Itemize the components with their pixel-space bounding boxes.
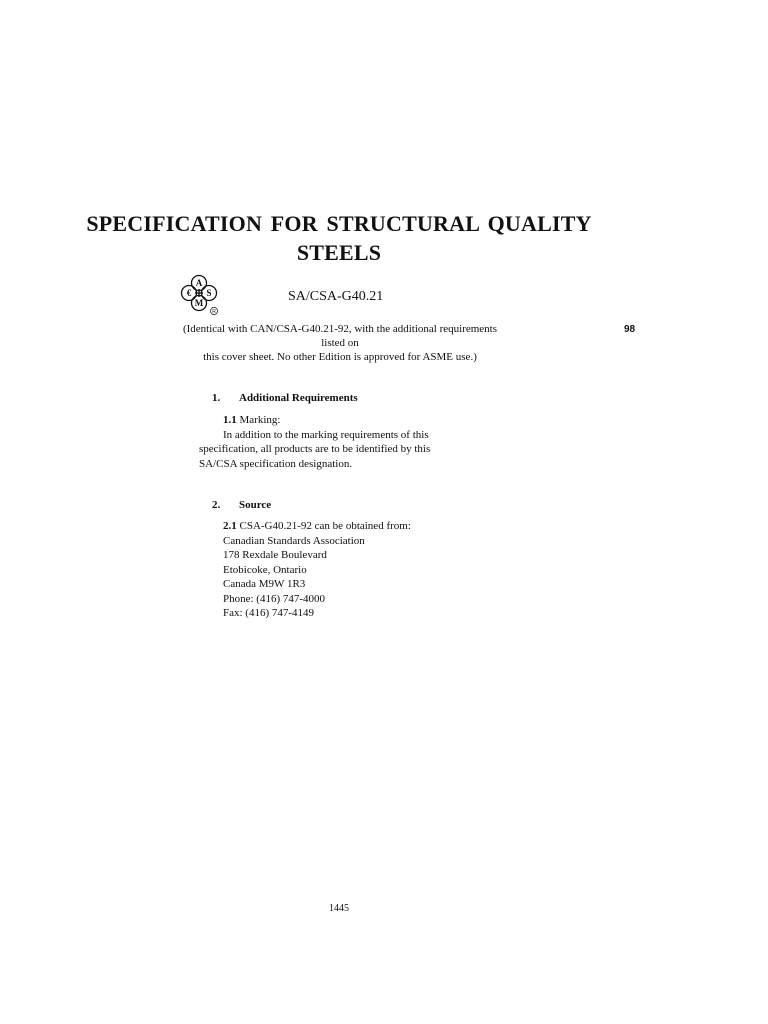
subsection-label: Marking: — [239, 414, 281, 426]
subsection-marking — [199, 413, 467, 471]
subsection-number: 1.1 — [223, 414, 237, 426]
edition-marker: 98 — [624, 324, 636, 335]
address-line: Etobicoke, Ontario — [223, 563, 307, 576]
section-title: Source — [239, 499, 272, 511]
address-line: Canadian Standards Association — [223, 534, 365, 547]
address-line: Canada M9W 1R3 — [223, 578, 306, 590]
subsection-heading — [199, 413, 467, 428]
section-number: 2. — [212, 499, 221, 511]
svg-text:M: M — [194, 298, 204, 308]
identity-note — [170, 322, 510, 364]
paragraph-line: specification, all products are to be identified by this — [199, 443, 431, 455]
fax-line: Fax: (416) 747-4149 — [223, 607, 315, 619]
document-title-line-1: SPECIFICATION FOR STRUCTURAL QUALITY — [86, 211, 592, 236]
identity-note-line-1: (Identical with CAN/CSA-G40.21-92, with the additional requirements listed on — [182, 323, 498, 349]
section-heading-source — [212, 499, 271, 511]
paragraph-line: In addition to the marking requirements of this — [223, 428, 429, 441]
address-line: 178 Rexdale Boulevard — [223, 549, 327, 561]
page-number: 1445 — [329, 903, 349, 914]
svg-text:R: R — [212, 309, 216, 315]
specification-number: SA/CSA-G40.21 — [288, 289, 384, 304]
subsection-heading — [199, 519, 467, 534]
section-heading-additional-requirements — [212, 392, 358, 404]
svg-text:A: A — [195, 278, 203, 288]
asme-logo-icon — [178, 273, 220, 317]
section-number: 1. — [212, 392, 221, 404]
subsection-source — [199, 519, 467, 621]
subsection-number: 2.1 — [223, 520, 237, 532]
identity-note-line-2: this cover sheet. No other Edition is approved for ASME use.) — [203, 351, 477, 363]
svg-text:€: € — [186, 288, 192, 298]
svg-text:S: S — [206, 288, 212, 298]
section-title: Additional Requirements — [239, 392, 358, 404]
subsection-label: CSA-G40.21-92 can be obtained from: — [239, 520, 411, 532]
paragraph-line: SA/CSA specification designation. — [199, 457, 353, 470]
document-title-line-2: STEELS — [296, 240, 382, 265]
phone-line: Phone: (416) 747-4000 — [223, 592, 326, 605]
